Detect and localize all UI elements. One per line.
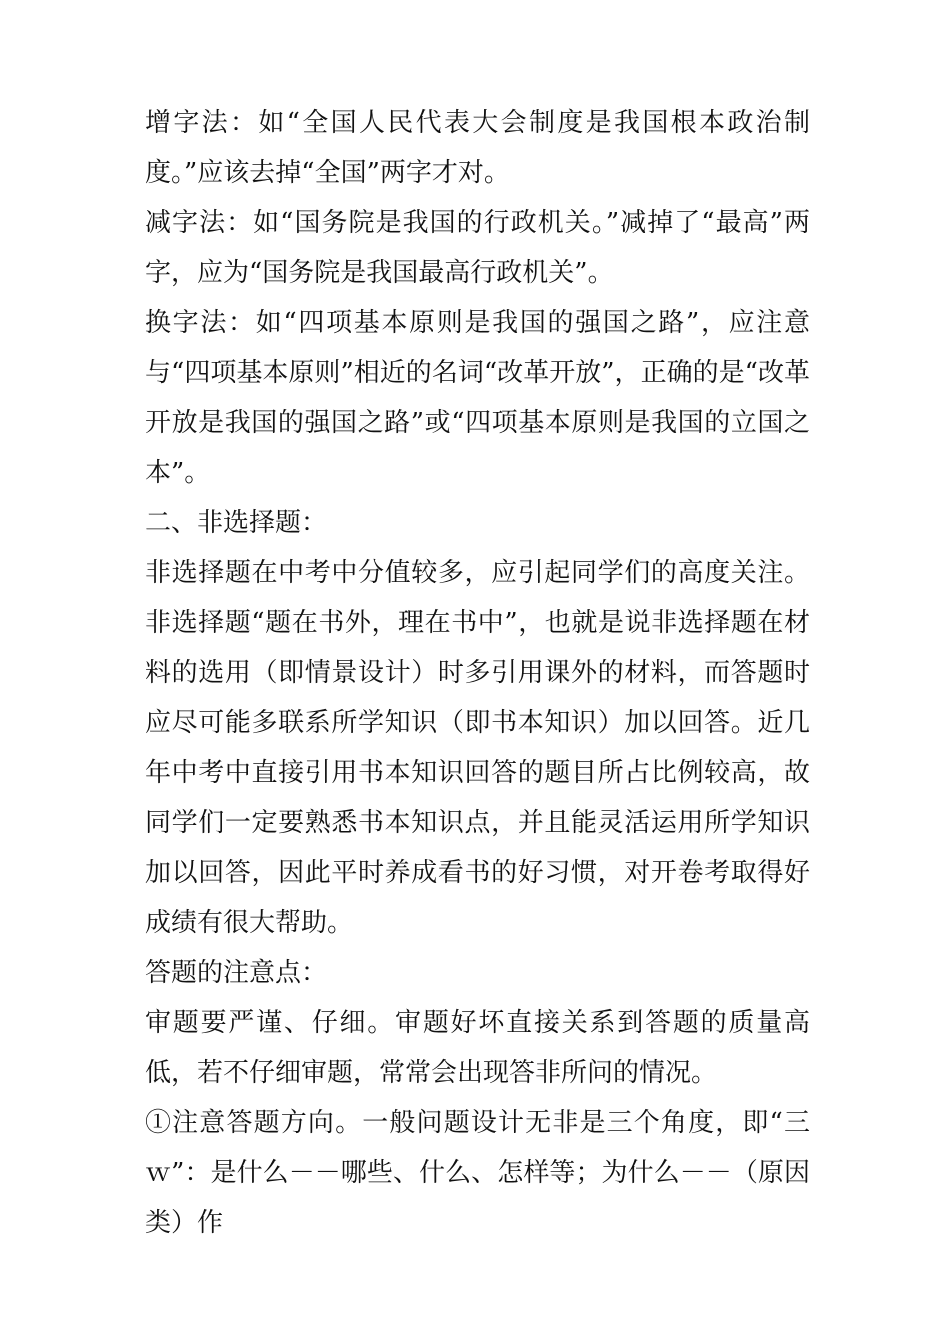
section-heading-non-choice: 二、非选择题： xyxy=(145,508,328,538)
paragraph-replace-word-method: 换字法：如“四项基本原则是我国的强国之路”，应注意与“四项基本原则”相近的名词“改革开放”，正确的是“改革开放是我国的强国之路”或“四项基本原则是我国的立国之本”。 xyxy=(145,308,810,488)
paragraph-answer-direction: ①注意答题方向。一般问题设计无非是三个角度，即“三ｗ”：是什么－－哪些、什么、怎样等；为什么－－（原因类）作 xyxy=(145,1108,810,1238)
paragraph-add-word-method: 增字法：如“全国人民代表大会制度是我国根本政治制度。”应该去掉“全国”两字才对。 xyxy=(145,108,810,188)
subheading-answer-notes: 答题的注意点： xyxy=(145,958,328,988)
paragraph-non-choice-intro: 非选择题在中考中分值较多，应引起同学们的高度关注。非选择题“题在书外，理在书中”，也就是说非选择题在材料的选用（即情景设计）时多引用课外的材料，而答题时应尽可能多联系所学知识（即书本知识）加以回答。近几年中考中直接引用书本知识回答的题目所占比例较高，故同学们一定要熟悉书本知识点，并且能灵活运用所学知识加以回答，因此平时养成看书的好习惯，对开卷考取得好成绩有很大帮助。 xyxy=(145,558,810,938)
document-page xyxy=(145,98,810,1248)
paragraph-careful-reading: 审题要严谨、仔细。审题好坏直接关系到答题的质量高低，若不仔细审题，常常会出现答非所问的情况。 xyxy=(145,1008,810,1088)
paragraph-remove-word-method: 减字法：如“国务院是我国的行政机关。”减掉了“最高”两字，应为“国务院是我国最高行政机关”。 xyxy=(145,208,810,288)
